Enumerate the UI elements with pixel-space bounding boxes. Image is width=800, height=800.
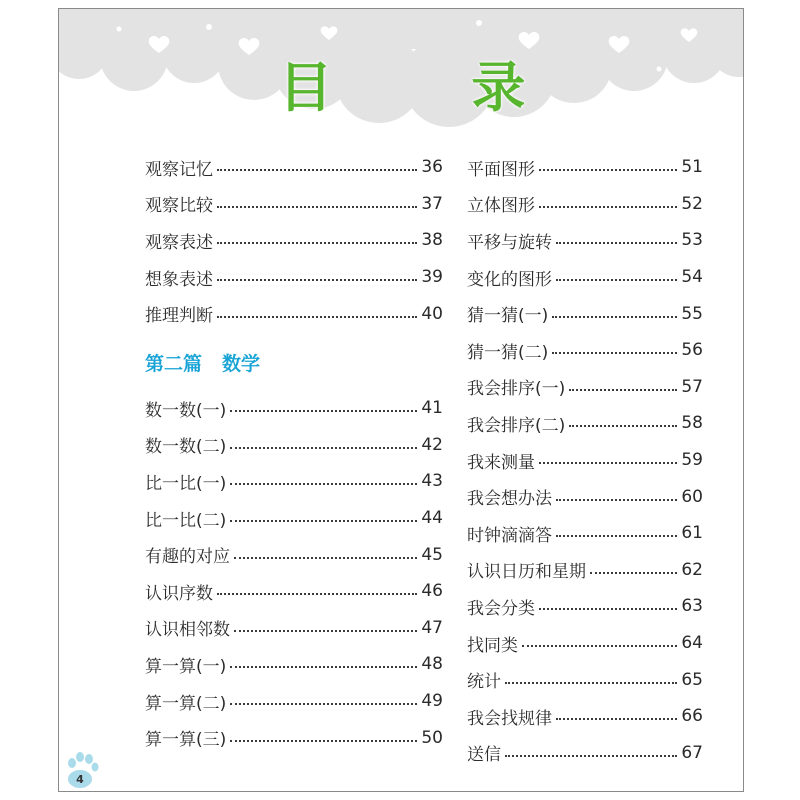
- dot-leader: [539, 608, 677, 610]
- dot-leader: [569, 389, 677, 391]
- toc-entry[interactable]: [467, 698, 703, 735]
- toc-entry[interactable]: [467, 442, 703, 479]
- toc-entry-title: 送信: [467, 745, 501, 766]
- toc-entry-page: 60: [681, 486, 703, 507]
- toc-entry-page: 65: [681, 669, 703, 690]
- toc-entry-page: 40: [421, 303, 443, 324]
- dot-leader: [230, 740, 417, 742]
- book-page: [58, 8, 744, 792]
- dot-leader: [230, 666, 417, 668]
- toc-entry-title: 算一算(一): [145, 656, 227, 677]
- toc-entry[interactable]: [467, 588, 703, 625]
- toc-entry[interactable]: [467, 405, 703, 442]
- dot-leader: [217, 279, 417, 281]
- toc-entry[interactable]: [467, 369, 703, 406]
- toc-entry[interactable]: [145, 610, 443, 647]
- toc-entry[interactable]: [467, 552, 703, 589]
- toc-entry-page: 55: [681, 303, 703, 324]
- toc-entry-page: 57: [681, 376, 703, 397]
- toc-entry-page: 64: [681, 633, 703, 654]
- toc-entry-title: 数一数(二): [145, 437, 227, 458]
- toc-entry-page: 45: [421, 544, 443, 565]
- toc-entry[interactable]: [467, 515, 703, 552]
- dot-leader: [234, 630, 417, 632]
- toc-entry-page: 48: [421, 654, 443, 675]
- dot-leader: [556, 279, 677, 281]
- toc-entry-page: 56: [681, 340, 703, 361]
- dot-leader: [539, 169, 677, 171]
- toc-entry[interactable]: [145, 390, 443, 427]
- toc-entry[interactable]: [145, 222, 443, 259]
- dot-leader: [569, 425, 677, 427]
- toc-entry-page: 52: [681, 193, 703, 214]
- toc-entry-title: 比一比(一): [145, 473, 227, 494]
- toc-entry-title: 我会找规律: [467, 708, 552, 729]
- dot-leader: [230, 520, 417, 522]
- toc-entry-page: 54: [681, 267, 703, 288]
- toc-entry-title: 我会排序(二): [467, 415, 566, 436]
- toc-entry-page: 42: [421, 434, 443, 455]
- toc-entry-title: 猜一猜(二): [467, 342, 549, 363]
- toc-entry-title: 观察表述: [145, 232, 213, 253]
- toc-entry-title: 立体图形: [467, 196, 535, 217]
- toc-entry-page: 51: [681, 157, 703, 178]
- toc-entry[interactable]: [145, 463, 443, 500]
- toc-entry-title: 时钟滴滴答: [467, 525, 552, 546]
- section-heading-math: [145, 332, 443, 390]
- toc-entry-page: 53: [681, 230, 703, 251]
- toc-entry-page: 39: [421, 267, 443, 288]
- toc-left-column: [145, 149, 443, 756]
- page-number-badge: [63, 749, 105, 789]
- toc-list-right: [467, 149, 703, 771]
- dot-leader: [556, 535, 677, 537]
- toc-entry-page: 63: [681, 596, 703, 617]
- dot-leader: [230, 703, 417, 705]
- page-number: 4: [76, 773, 84, 786]
- toc-entry[interactable]: [145, 149, 443, 186]
- toc-entry-title: 想象表述: [145, 269, 213, 290]
- toc-entry-title: 数一数(一): [145, 400, 227, 421]
- toc-entry-title: 算一算(三): [145, 730, 227, 751]
- toc-entry[interactable]: [145, 186, 443, 223]
- toc-entry[interactable]: [467, 332, 703, 369]
- dot-leader: [505, 755, 677, 757]
- dot-leader: [556, 499, 677, 501]
- toc-list-math: [145, 390, 443, 756]
- toc-entry-title: 算一算(二): [145, 693, 227, 714]
- toc-entry-page: 47: [421, 617, 443, 638]
- dot-leader: [505, 682, 677, 684]
- toc-entry-title: 观察比较: [145, 196, 213, 217]
- dot-leader: [217, 316, 417, 318]
- toc-entry-title: 统计: [467, 672, 501, 693]
- toc-entry-page: 62: [681, 559, 703, 580]
- dot-leader: [217, 593, 417, 595]
- dot-leader: [230, 447, 417, 449]
- toc-entry[interactable]: [145, 500, 443, 537]
- dot-leader: [230, 483, 417, 485]
- dot-leader: [522, 645, 677, 647]
- toc-entry-page: 50: [421, 727, 443, 748]
- toc-entry[interactable]: [467, 295, 703, 332]
- toc-entry[interactable]: [145, 427, 443, 464]
- dot-leader: [217, 206, 417, 208]
- toc-entry-title: 我来测量: [467, 452, 535, 473]
- toc-entry-page: 59: [681, 450, 703, 471]
- dot-leader: [217, 169, 417, 171]
- toc-entry-title: 我会排序(一): [467, 379, 566, 400]
- dot-leader: [539, 206, 677, 208]
- toc-entry[interactable]: [467, 149, 703, 186]
- section-part-label: 第二篇: [145, 353, 203, 376]
- toc-entry-title: 认识日历和星期: [467, 562, 586, 583]
- dot-leader: [230, 410, 417, 412]
- toc-entry[interactable]: [467, 478, 703, 515]
- toc-entry-page: 49: [421, 691, 443, 712]
- toc-entry-page: 61: [681, 523, 703, 544]
- toc-entry-title: 观察记忆: [145, 159, 213, 180]
- toc-entry-page: 67: [681, 742, 703, 763]
- toc-entry-page: 36: [421, 157, 443, 178]
- toc-entry-title: 认识相邻数: [145, 620, 230, 641]
- dot-leader: [590, 572, 677, 574]
- toc-entry-page: 43: [421, 471, 443, 492]
- toc-right-column: [467, 149, 703, 771]
- toc-entry-page: 41: [421, 398, 443, 419]
- toc-entry[interactable]: [467, 222, 703, 259]
- toc-entry[interactable]: [467, 625, 703, 662]
- section-name-label: 数学: [222, 353, 261, 376]
- toc-entry[interactable]: [145, 259, 443, 296]
- toc-entry[interactable]: [145, 646, 443, 683]
- toc-entry[interactable]: [145, 536, 443, 573]
- toc-entry-title: 我会分类: [467, 598, 535, 619]
- dot-leader: [552, 316, 677, 318]
- toc-entry-title: 猜一猜(一): [467, 306, 549, 327]
- toc-entry-page: 46: [421, 581, 443, 602]
- toc-entry[interactable]: [467, 735, 703, 772]
- page-title: 目 录: [278, 56, 586, 119]
- toc-entry-page: 44: [421, 508, 443, 529]
- toc-entry-title: 找同类: [467, 635, 518, 656]
- toc-entry-title: 平移与旋转: [467, 232, 552, 253]
- toc-entry-title: 平面图形: [467, 159, 535, 180]
- dot-leader: [217, 242, 417, 244]
- toc-entry[interactable]: [145, 683, 443, 720]
- toc-entry-title: 推理判断: [145, 306, 213, 327]
- toc-entry-page: 66: [681, 706, 703, 727]
- dot-leader: [556, 718, 677, 720]
- toc-entry[interactable]: [467, 259, 703, 296]
- toc-entry-page: 58: [681, 413, 703, 434]
- toc-entry[interactable]: [145, 573, 443, 610]
- toc-entry-title: 认识序数: [145, 583, 213, 604]
- toc-entry-page: 37: [421, 193, 443, 214]
- dot-leader: [539, 462, 677, 464]
- toc-entry-title: 我会想办法: [467, 489, 552, 510]
- dot-leader: [234, 557, 417, 559]
- dot-leader: [556, 242, 677, 244]
- toc-entry[interactable]: [145, 719, 443, 756]
- toc-entry-title: 有趣的对应: [145, 547, 230, 568]
- toc-entry-page: 38: [421, 230, 443, 251]
- toc-entry-title: 变化的图形: [467, 269, 552, 290]
- toc-list-observation: [145, 149, 443, 332]
- dot-leader: [552, 352, 677, 354]
- toc-entry[interactable]: [145, 295, 443, 332]
- toc-entry[interactable]: [467, 186, 703, 223]
- toc-entry-title: 比一比(二): [145, 510, 227, 531]
- toc-entry[interactable]: [467, 661, 703, 698]
